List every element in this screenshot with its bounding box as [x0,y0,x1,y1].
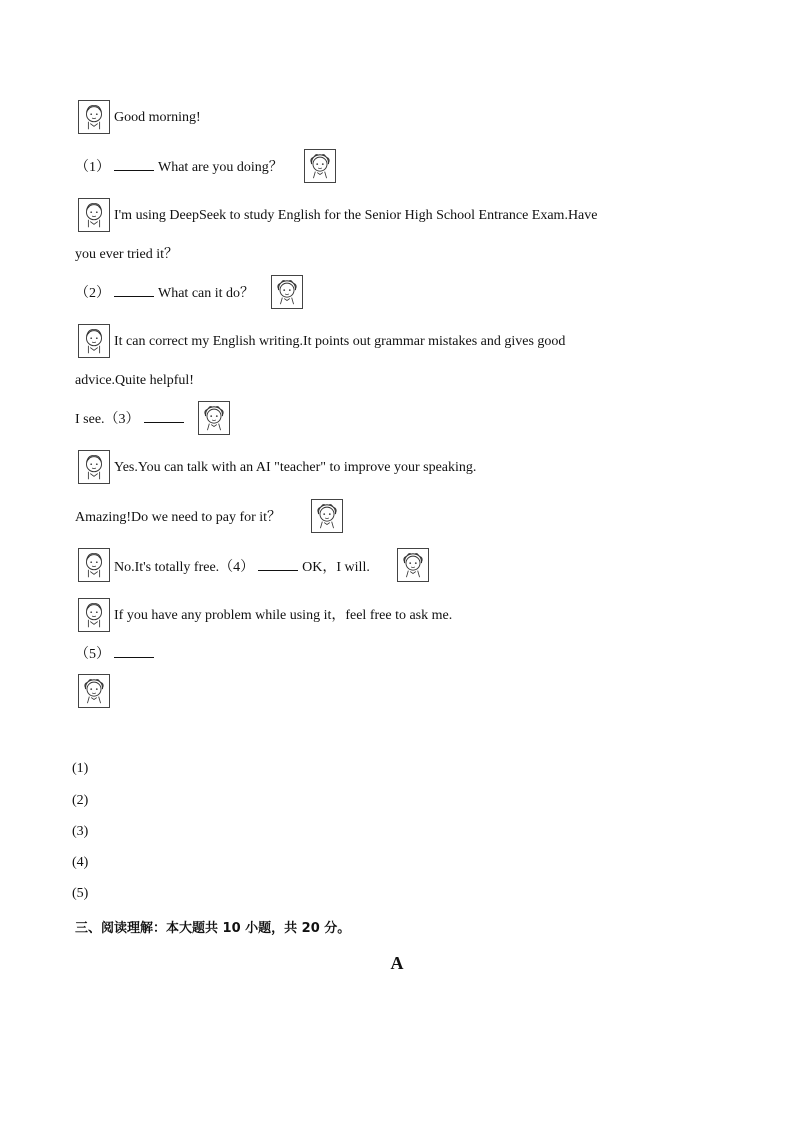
dialogue-text: No.It's totally free.（4） [114,560,255,575]
blank-number: （5） [75,647,110,662]
dialogue-text: What are you doing？ [158,160,283,175]
dialogue-text: OK，I will. [302,560,370,575]
boy-avatar-icon [78,324,110,358]
answer-label: (2) [72,793,89,808]
answer-label: (1) [72,761,89,776]
dialogue-line [75,645,158,664]
answer-blank [114,158,154,171]
dialogue-line: Good morning! [114,110,201,125]
answer-blank [114,645,154,658]
boy-avatar-icon [78,598,110,632]
dialogue-line: Amazing!Do we need to pay for it？ [75,510,282,525]
girl-avatar-icon [198,401,230,435]
dialogue-text: I see.（3） [75,412,140,427]
girl-avatar-icon [78,674,110,708]
section-title: 三、阅读理解：本大题共 10 小题，共 20 分。 [75,921,351,936]
answer-blank [144,410,184,423]
answer-label: (5) [72,886,89,901]
girl-avatar-icon [304,149,336,183]
dialogue-line: Yes.You can talk with an AI "teacher" to improve your speaking. [114,460,477,475]
answer-blank [258,558,298,571]
boy-avatar-icon [78,450,110,484]
dialogue-line [114,558,370,577]
girl-avatar-icon [311,499,343,533]
boy-avatar-icon [78,198,110,232]
boy-avatar-icon [78,100,110,134]
dialogue-line: you ever tried it？ [75,247,179,262]
dialogue-text: What can it do？ [158,286,255,301]
dialogue-line: advice.Quite helpful! [75,373,194,388]
answer-label: (3) [72,824,89,839]
girl-avatar-icon [397,548,429,582]
dialogue-line [75,284,254,303]
blank-number: （1） [75,160,110,175]
boy-avatar-icon [78,548,110,582]
answer-blank [114,284,154,297]
answer-label: (4) [72,855,89,870]
girl-avatar-icon [271,275,303,309]
dialogue-line [75,410,188,429]
part-label: A [390,953,404,973]
dialogue-line: It can correct my English writing.It points out grammar mistakes and gives good [114,334,566,349]
dialogue-line: If you have any problem while using it，feel free to ask me. [114,608,453,623]
dialogue-line: I'm using DeepSeek to study English for the Senior High School Entrance Exam.Have [114,208,598,223]
blank-number: （2） [75,286,110,301]
dialogue-line [75,158,283,177]
